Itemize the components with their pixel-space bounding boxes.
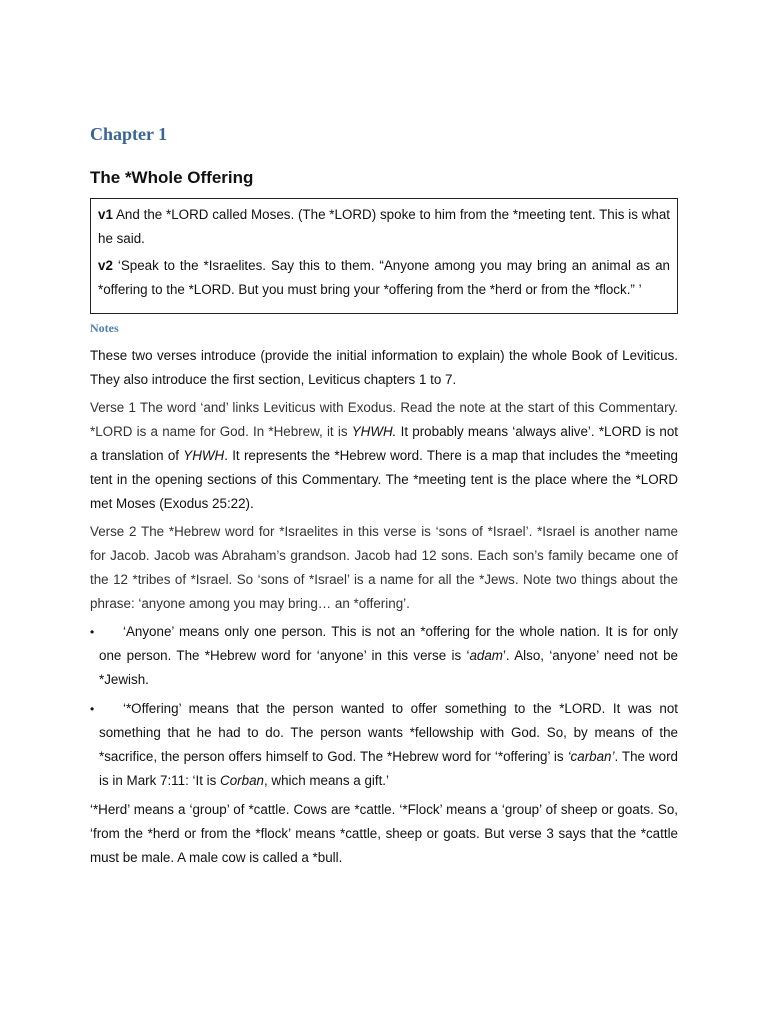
italic-yhwh: YHWH. xyxy=(351,424,397,439)
italic-yhwh: YHWH xyxy=(183,448,225,463)
list-item: • ‘Anyone’ means only one person. This is not an *offering for the whole nation. It is for only one person. The *Hebrew word for ‘anyone’ in this verse is ‘adam’. Also, ‘anyone’ need not be *Jewish. xyxy=(90,620,678,692)
paragraph-herd: ‘*Herd’ means a ‘group’ of *cattle. Cows are *cattle. ‘*Flock’ means a ‘group’ of sheep or goats. So, ‘from the *herd or from the *flock’ means *cattle, sheep or goats. But verse 3 says that the *cattle must be male. A male cow is called a *bull. xyxy=(90,802,678,865)
bullet-icon: • xyxy=(90,702,95,716)
italic-adam: adam xyxy=(469,648,503,663)
section-title: The *Whole Offering xyxy=(90,168,254,187)
verse-label: v2 xyxy=(98,258,113,273)
verse-text: And the *LORD called Moses. (The *LORD) spoke to him from the *meeting tent. This is what he said. xyxy=(98,207,670,246)
list-item: • ‘*Offering’ means that the person wanted to offer something to the *LORD. It was not something that he had to do. The person wants *fellowship with God. So, by means of the *sacrifice, the person offers himself to God. The *Hebrew word for ‘*offering’ is ‘carban’. The word is in Mark 7:11: ‘It is Corban, which means a gift.’ xyxy=(90,697,678,793)
bullet-list xyxy=(90,620,678,793)
chapter-heading: Chapter 1 xyxy=(90,124,168,144)
notes-heading: Notes xyxy=(90,321,119,335)
bullet-icon: • xyxy=(90,625,95,639)
paragraph-intro: These two verses introduce (provide the initial information to explain) the whole Book of Leviticus. They also introduce the first section, Leviticus chapters 1 to 7. xyxy=(90,348,678,387)
paragraph-verse-2: Verse 2 The *Hebrew word for *Israelites in this verse is ‘sons of *Israel’. *Israel is another name for Jacob. Jacob was Abraham’s grandson. Jacob had 12 sons. Each son’s family became one of the 12 *tribes of *Israel. So ‘sons of *Israel’ is a name for all the *Jews. Note two things about the phrase: ‘anyone among you may bring… an *offering’. xyxy=(90,524,678,611)
notes-body xyxy=(90,344,678,874)
verse-1 xyxy=(98,203,670,251)
verse-label: v1 xyxy=(98,207,113,222)
paragraph-verse-1: Verse 1 The word ‘and’ links Leviticus with Exodus. Read the note at the start of this Commentary. *LORD is a name for God. In *Hebrew, it is YHWH. It probably means ‘always alive’. *LORD is not a translation of YHWH. It represents the *Hebrew word. There is a map that includes the *meeting tent in the opening sections of this Commentary. The *meeting tent is the place where the *LORD met Moses (Exodus 25:22). xyxy=(90,400,678,511)
verse-text: ‘Speak to the *Israelites. Say this to them. “Anyone among you may bring an animal as an *offering to the *LORD. But you must bring your *offering from the *herd or from the *flock.” ’ xyxy=(98,258,670,297)
verse-2 xyxy=(98,254,670,302)
italic-carban: ‘carban’ xyxy=(567,749,615,764)
verse-box xyxy=(90,198,678,314)
italic-corban: Corban xyxy=(220,773,264,788)
